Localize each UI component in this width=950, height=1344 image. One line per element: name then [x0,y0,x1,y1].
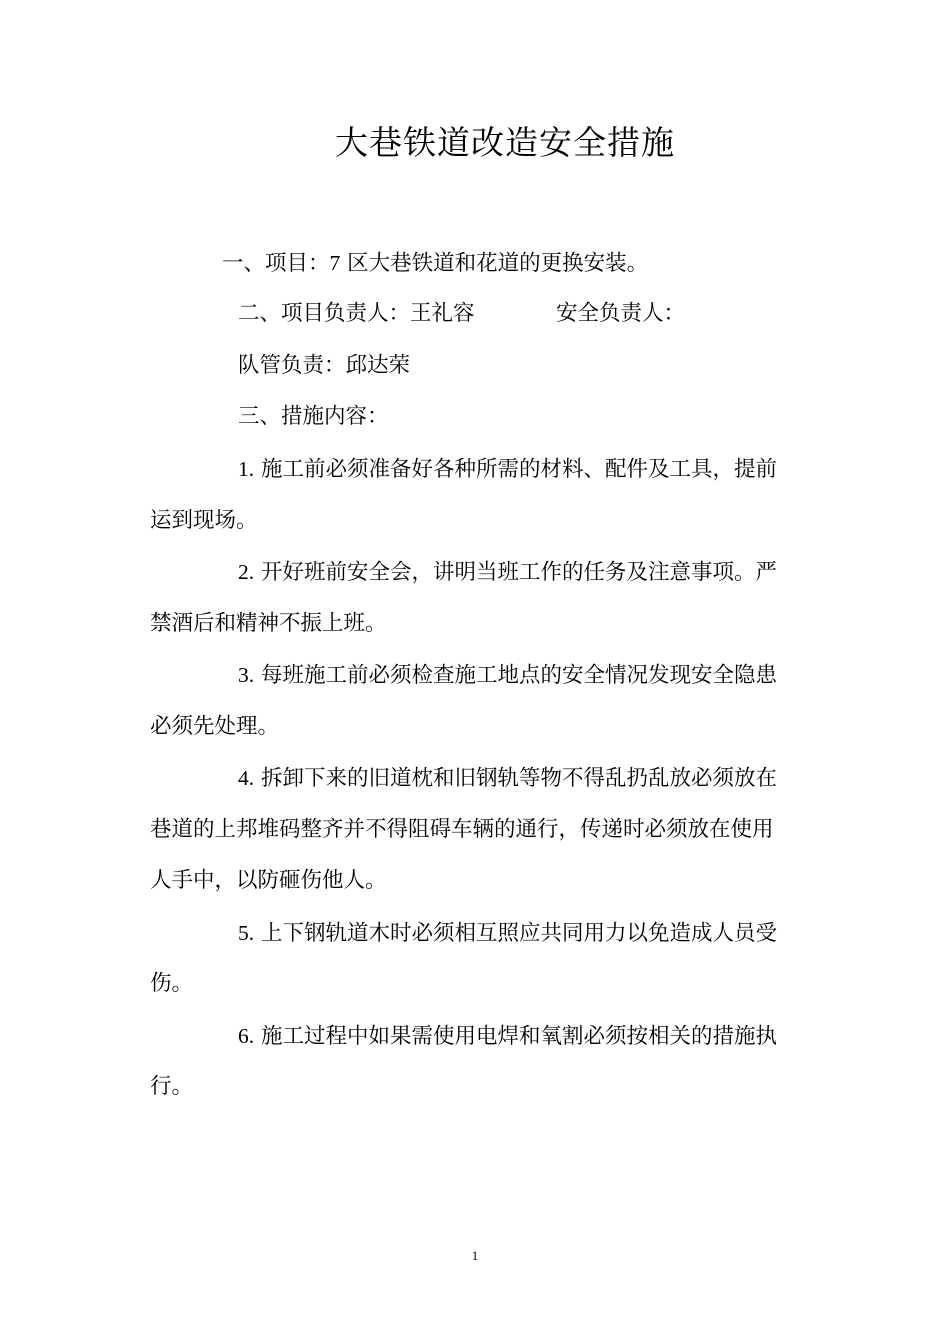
item-number: 5. [238,921,255,945]
item-text: 施工前必须准备好各种所需的材料、配件及工具，提前 [260,457,777,482]
measure-item-2-continued: 禁酒后和精神不振上班。 [150,611,387,636]
measure-item-3-continued: 必须先处理。 [150,714,280,739]
measure-item-6 [238,1021,777,1052]
measure-item-3 [238,660,777,691]
team-manager: 队管负责：邱达荣 [238,353,411,378]
item-number: 1. [238,457,255,481]
measure-item-4-continued-2: 人手中，以防砸伤他人。 [150,868,387,893]
project-prefix: 一、项目： [222,251,330,276]
document-title: 大巷铁道改造安全措施 [335,123,675,162]
safety-in-charge: 安全负责人： [556,301,686,326]
measure-item-5-continued: 伤。 [150,971,194,996]
measure-item-6-continued: 行。 [150,1074,194,1099]
measures-heading: 三、措施内容： [238,404,389,429]
item-text: 拆卸下来的旧道枕和旧钢轨等物不得乱扔乱放必须放在 [260,766,777,791]
item-text: 上下钢轨道木时必须相互照应共同用力以免造成人员受 [260,921,777,946]
person-in-charge: 二、项目负责人：王礼容 [238,301,475,326]
item-text: 开好班前安全会，讲明当班工作的任务及注意事项。严 [260,560,777,585]
item-number: 3. [238,663,255,687]
item-text: 每班施工前必须检查施工地点的安全情况发现安全隐患 [260,663,777,688]
measure-item-4-continued: 巷道的上邦堆码整齐并不得阻碍车辆的通行，传递时必须放在使用 [150,817,774,842]
project-line [222,248,648,279]
measure-item-2 [238,557,777,588]
measure-item-1 [238,454,777,485]
item-number: 4. [238,766,255,790]
item-number: 2. [238,560,255,584]
project-number: 7 [329,251,341,275]
item-text: 施工过程中如果需使用电焊和氧割必须按相关的措施执 [260,1024,777,1049]
measure-item-4 [238,763,777,794]
page-number: 1 [471,1248,479,1263]
measure-item-1-continued: 运到现场。 [150,508,258,533]
item-number: 6. [238,1024,255,1048]
measure-item-5 [238,918,777,949]
project-text: 区大巷铁道和花道的更换安装。 [347,251,649,276]
